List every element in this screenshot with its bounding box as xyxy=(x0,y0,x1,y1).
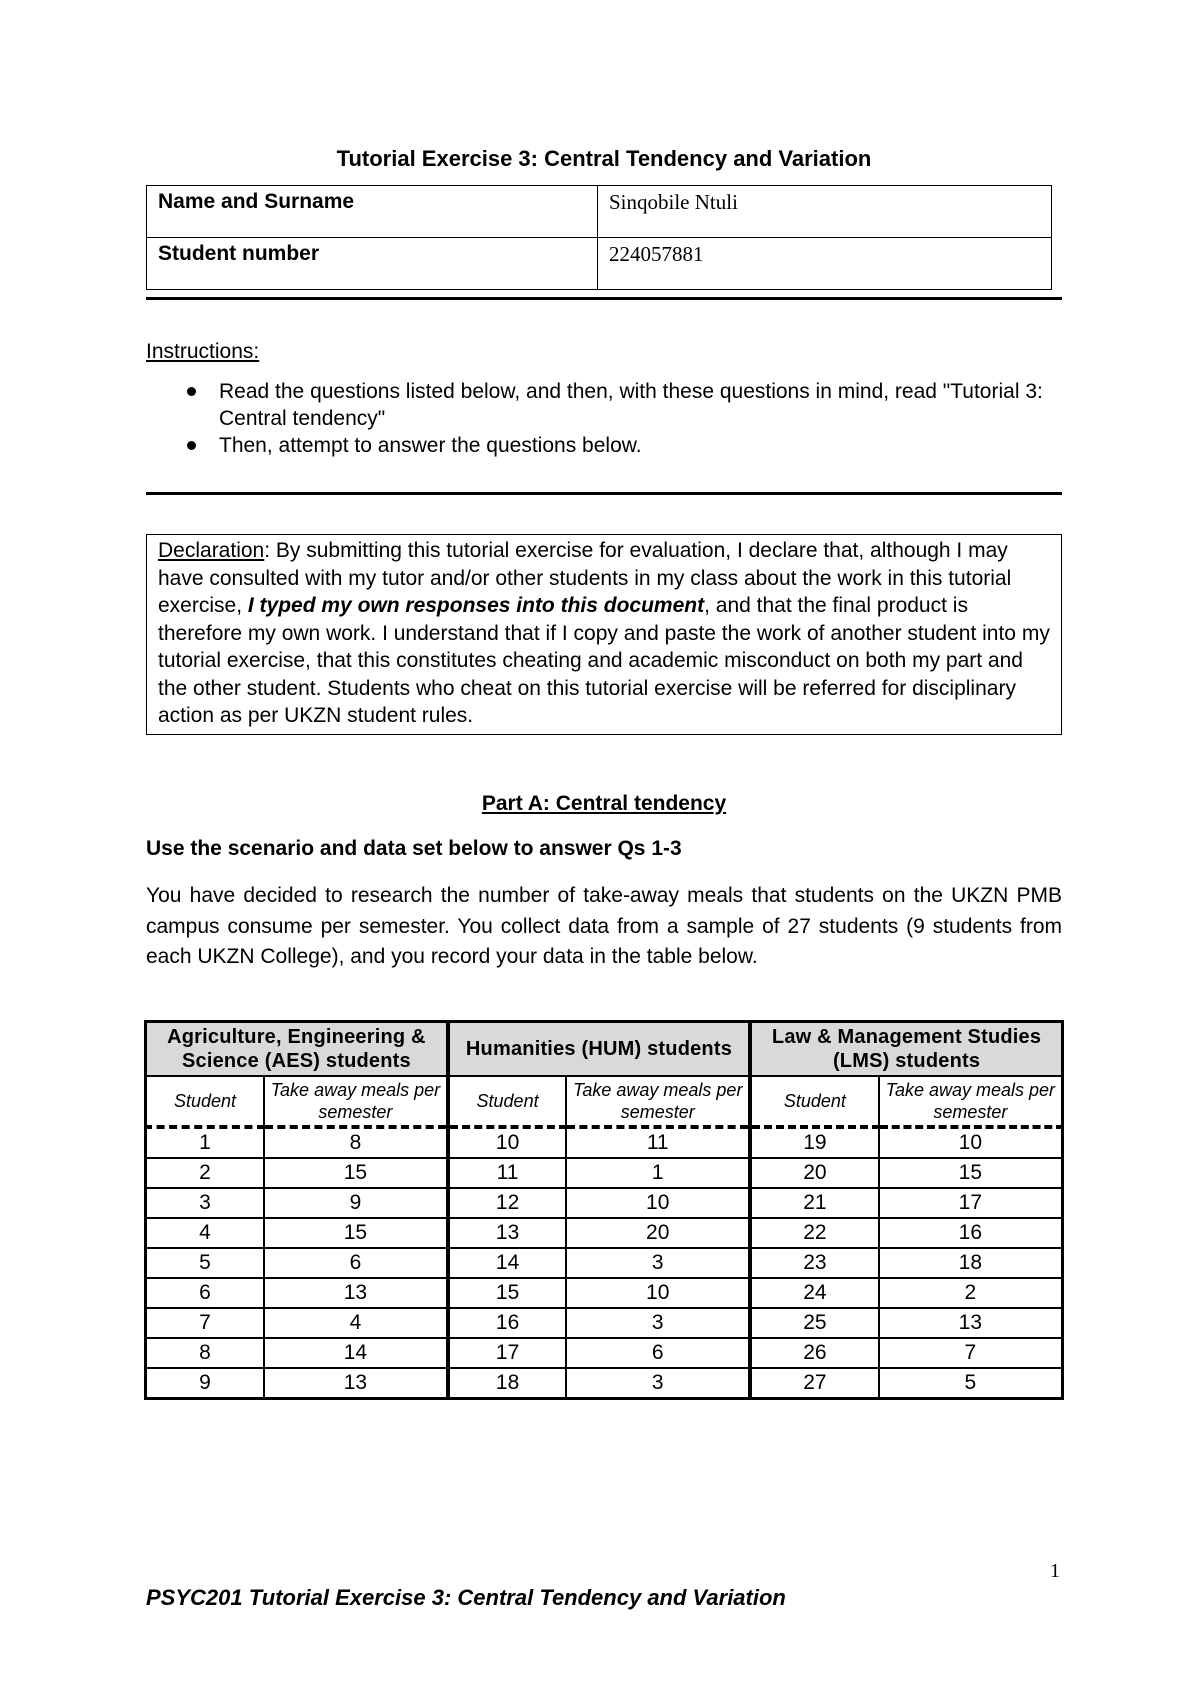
meals-cell: 3 xyxy=(566,1368,750,1399)
declaration-box: Declaration: By submitting this tutorial exercise for evaluation, I declare that, although I may have consulted with my tutor and/or other students in my class about the work in this tutorial exercise, I typed my own responses into this document, and that the final product is therefore my own work. I understand that if I copy and paste the work of another student into my tutorial exercise, that this constitutes cheating and academic misconduct on both my part and the other student. Students who cheat on this tutorial exercise will be referred for disciplinary action as per UKZN student rules. xyxy=(146,534,1062,735)
meals-cell: 8 xyxy=(264,1127,448,1158)
student-cell: 9 xyxy=(146,1368,265,1399)
table-body xyxy=(146,1127,1063,1399)
table-row xyxy=(146,1188,1063,1218)
page-title: Tutorial Exercise 3: Central Tendency and Variation xyxy=(336,146,872,171)
meals-cell: 13 xyxy=(879,1308,1063,1338)
meals-cell: 17 xyxy=(879,1188,1063,1218)
meals-cell: 15 xyxy=(264,1218,448,1248)
name-label: Name and Surname xyxy=(147,186,598,238)
student-number-label: Student number xyxy=(147,238,598,290)
column-header-student: Student xyxy=(750,1076,879,1127)
student-cell: 14 xyxy=(448,1248,567,1278)
column-header-student: Student xyxy=(448,1076,567,1127)
declaration-emphasis: I typed my own responses into this document xyxy=(247,594,705,617)
table-row xyxy=(146,1127,1063,1158)
bullet-icon xyxy=(187,387,196,396)
page-footer: PSYC201 Tutorial Exercise 3: Central Tendency and Variation xyxy=(146,1585,786,1610)
student-cell: 23 xyxy=(750,1248,879,1278)
student-cell: 24 xyxy=(750,1278,879,1308)
meals-cell: 13 xyxy=(264,1278,448,1308)
column-header-meals: Take away meals per semester xyxy=(264,1076,448,1127)
meals-cell: 15 xyxy=(879,1158,1063,1188)
meals-cell: 9 xyxy=(264,1188,448,1218)
student-cell: 7 xyxy=(146,1308,265,1338)
table-row xyxy=(146,1248,1063,1278)
column-header-meals: Take away meals per semester xyxy=(566,1076,750,1127)
instructions-label: Instructions: xyxy=(146,340,260,363)
meals-cell: 3 xyxy=(566,1248,750,1278)
student-cell: 21 xyxy=(750,1188,879,1218)
student-cell: 2 xyxy=(146,1158,265,1188)
student-cell: 18 xyxy=(448,1368,567,1399)
student-cell: 16 xyxy=(448,1308,567,1338)
student-cell: 20 xyxy=(750,1158,879,1188)
student-cell: 26 xyxy=(750,1338,879,1368)
divider-top xyxy=(146,297,1062,300)
student-cell: 1 xyxy=(146,1127,265,1158)
student-cell: 8 xyxy=(146,1338,265,1368)
name-row xyxy=(147,186,1052,238)
meals-cell: 1 xyxy=(566,1158,750,1188)
part-a-heading: Part A: Central tendency xyxy=(481,792,727,815)
column-header-meals: Take away meals per semester xyxy=(879,1076,1063,1127)
meals-data-table xyxy=(144,1020,1064,1400)
meals-cell: 14 xyxy=(264,1338,448,1368)
instruction-item: Then, attempt to answer the questions below. xyxy=(146,432,1062,459)
page-number: 1 xyxy=(1050,1560,1060,1582)
student-cell: 27 xyxy=(750,1368,879,1399)
meals-cell: 10 xyxy=(566,1188,750,1218)
meals-cell: 15 xyxy=(264,1158,448,1188)
student-cell: 12 xyxy=(448,1188,567,1218)
student-cell: 4 xyxy=(146,1218,265,1248)
divider-bottom xyxy=(146,492,1062,495)
meals-cell: 13 xyxy=(264,1368,448,1399)
student-cell: 5 xyxy=(146,1248,265,1278)
student-number-value: 224057881 xyxy=(598,238,1052,290)
table-row xyxy=(146,1278,1063,1308)
student-cell: 6 xyxy=(146,1278,265,1308)
student-cell: 19 xyxy=(750,1127,879,1158)
meals-cell: 10 xyxy=(879,1127,1063,1158)
instruction-item: Read the questions listed below, and then, with these questions in mind, read "Tutorial 3: Central tendency" xyxy=(146,378,1062,432)
table-row xyxy=(146,1158,1063,1188)
bullet-icon xyxy=(187,441,196,450)
meals-cell: 2 xyxy=(879,1278,1063,1308)
table-row xyxy=(146,1338,1063,1368)
meals-cell: 20 xyxy=(566,1218,750,1248)
college-header-aes: Agriculture, Engineering & Science (AES) students xyxy=(146,1022,448,1077)
name-value: Sinqobile Ntuli xyxy=(598,186,1052,238)
college-header-lms: Law & Management Studies (LMS) students xyxy=(750,1022,1062,1077)
student-cell: 13 xyxy=(448,1218,567,1248)
meals-cell: 4 xyxy=(264,1308,448,1338)
student-cell: 22 xyxy=(750,1218,879,1248)
meals-cell: 6 xyxy=(264,1248,448,1278)
college-header-hum: Humanities (HUM) students xyxy=(448,1022,750,1077)
student-info-table xyxy=(146,185,1052,290)
meals-cell: 5 xyxy=(879,1368,1063,1399)
student-cell: 17 xyxy=(448,1338,567,1368)
scenario-text: You have decided to research the number of take-away meals that students on the UKZN PMB campus consume per semester. You collect data from a sample of 27 students (9 students from each UKZN College), and you record your data in the table below. xyxy=(146,884,1062,968)
meals-cell: 10 xyxy=(566,1278,750,1308)
instructions-list xyxy=(146,378,1062,459)
student-cell: 3 xyxy=(146,1188,265,1218)
declaration-label: Declaration xyxy=(158,539,265,562)
meals-cell: 7 xyxy=(879,1338,1063,1368)
meals-cell: 11 xyxy=(566,1127,750,1158)
meals-cell: 6 xyxy=(566,1338,750,1368)
meals-cell: 3 xyxy=(566,1308,750,1338)
meals-cell: 18 xyxy=(879,1248,1063,1278)
student-number-row xyxy=(147,238,1052,290)
meals-cell: 16 xyxy=(879,1218,1063,1248)
student-cell: 11 xyxy=(448,1158,567,1188)
student-cell: 25 xyxy=(750,1308,879,1338)
table-row xyxy=(146,1308,1063,1338)
part-a-subheading: Use the scenario and data set below to answer Qs 1-3 xyxy=(146,837,682,860)
student-cell: 10 xyxy=(448,1127,567,1158)
table-row xyxy=(146,1368,1063,1399)
column-header-student: Student xyxy=(146,1076,265,1127)
student-cell: 15 xyxy=(448,1278,567,1308)
table-row xyxy=(146,1218,1063,1248)
